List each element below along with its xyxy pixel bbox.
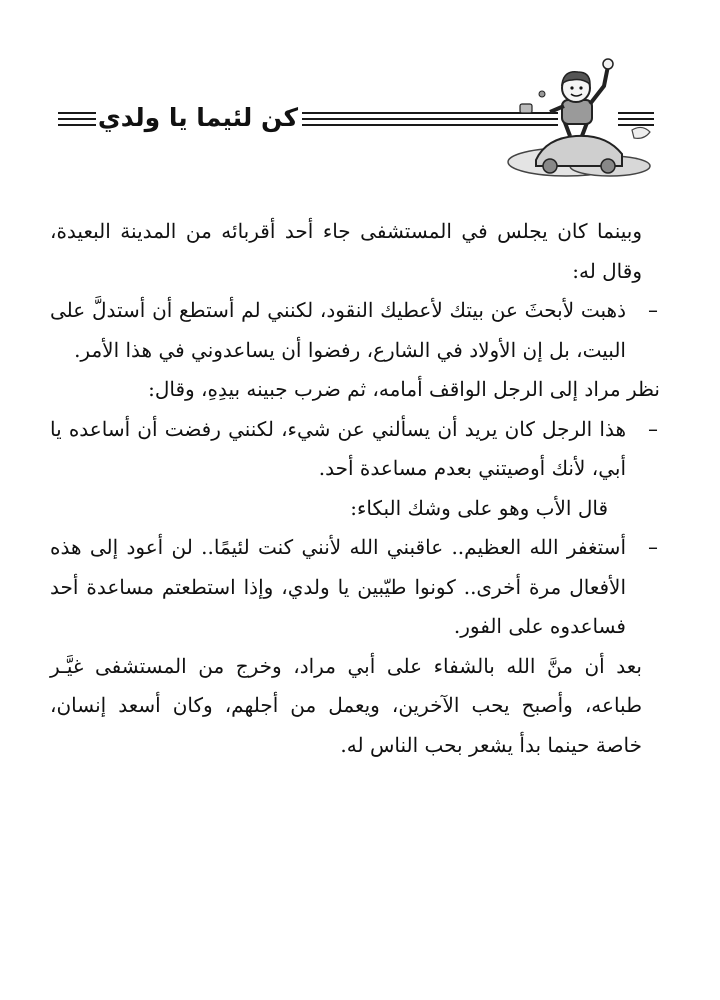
paragraph-conclusion: بعد أن منَّ الله بالشفاء على أبي مراد، وخرج من المستشفى غيَّـر طباعه، وأصبح يحب الآخرين، ويعمل من أجلهم، وكان أسعد إنسان، خاصة حينما بدأ يشعر بحب الناس له. xyxy=(50,653,642,757)
dialogue-text: ذهبت لأبحثَ عن بيتك لأعطيك النقود، لكنني لم أستطع أن أستدلَّ على البيت، بل إن الأولاد في الشارع، رفضوا أن يساعدوني في هذا الأمر. xyxy=(50,298,626,362)
chapter-title: كن لئيما يا ولدي xyxy=(97,103,298,132)
chapter-header xyxy=(50,84,660,184)
dialogue-murad xyxy=(50,410,660,489)
dialogue-dash: – xyxy=(648,298,658,322)
dialogue-father xyxy=(50,528,660,647)
dialogue-relative xyxy=(50,291,660,370)
dialogue-dash: – xyxy=(648,535,658,559)
dialogue-text: أستغفر الله العظيم.. عاقبني الله لأنني كنت لئيمًا.. لن أعود إلى هذه الأفعال مرة أخرى.. كونوا طيّبين يا ولدي، وإذا استطعتم مساعدة أحد فساعدوه على الفور. xyxy=(50,535,626,638)
dialogue-text: هذا الرجل كان يريد أن يسألني عن شيء، لكنني رفضت أن أساعده يا أبي، لأنك أوصيتني بعدم مساعدة أحد. xyxy=(50,416,626,480)
header-rule-left xyxy=(58,112,96,126)
dialogue-dash: – xyxy=(648,416,658,441)
paragraph-father-speaks: قال الأب وهو على وشك البكاء: xyxy=(350,495,608,520)
paragraph-relative-arrives: وبينما كان يجلس في المستشفى جاء أحد أقربائه من المدينة البعيدة، وقال له: xyxy=(50,219,642,283)
story-text xyxy=(50,212,660,765)
cartoon-boy-icon xyxy=(506,50,658,178)
paragraph-murad-reacts: نظر مراد إلى الرجل الواقف أمامه، ثم ضرب جبينه بيدِهِ، وقال: xyxy=(148,377,660,401)
